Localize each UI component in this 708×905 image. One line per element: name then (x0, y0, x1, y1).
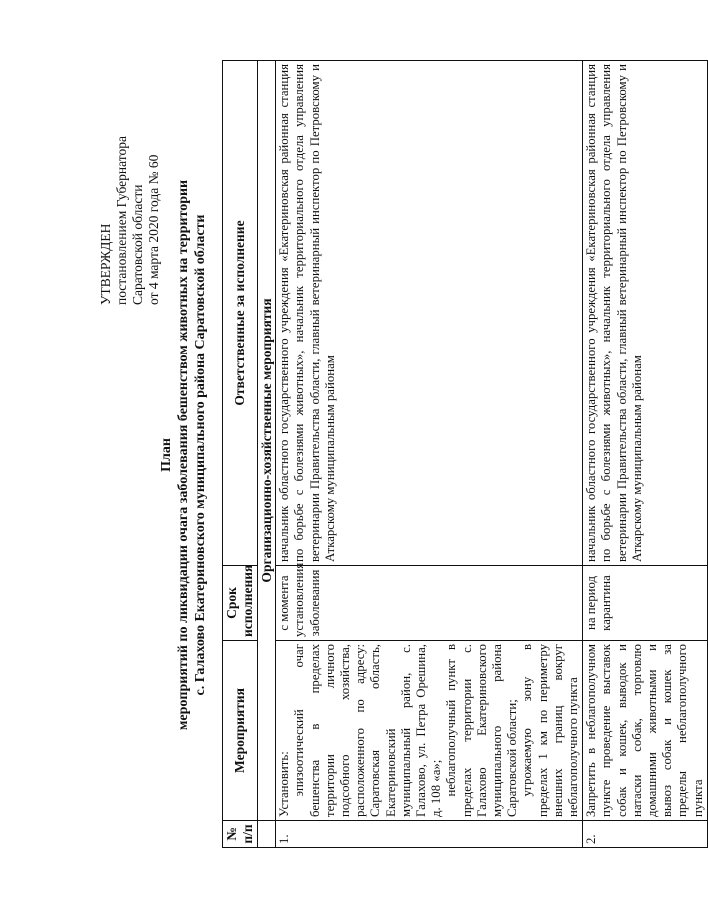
row-number: 2. (583, 821, 708, 848)
activity-paragraph: угрожаемую зону в пределах 1 км по периметру внешних границ вокруг неблагополучного пункта (520, 644, 581, 817)
table-row (276, 61, 583, 848)
row-term: на период карантина (583, 566, 708, 641)
activity-paragraph: неблагополучный пункт в пределах территории с. Галахово Екатериновского муниципального района Саратовской области; (444, 644, 520, 817)
title-plan: План (159, 438, 174, 472)
table-header-row (223, 61, 258, 848)
document-title (158, 75, 209, 835)
header-num: № п/п (223, 821, 258, 848)
approval-line-approved: УТВЕРЖДЕН (98, 223, 113, 305)
approval-stamp (98, 75, 162, 305)
title-location: с. Галахово Екатериновского муниципального района Саратовской области (193, 214, 208, 696)
row-activity (276, 641, 583, 821)
header-term: Срок исполнения (223, 566, 258, 641)
header-responsible: Ответственные за исполнение (223, 61, 258, 566)
row-term: с момента установления заболевания (276, 566, 583, 641)
approval-line-decree: постановлением Губернатора (114, 136, 129, 305)
activity-paragraph: эпизоотический очаг бешенства в пределах территории личного подсобного хозяйства, расположенного по адресу: Саратовская область, Екатериновский муниципальный район, с. Галахово, ул. Петра Орешина, д. 108 «а»; (292, 644, 444, 817)
title-subject: мероприятий по ликвидации очага заболевания бешенством животных на территории (176, 179, 191, 731)
table-row (583, 61, 708, 848)
header-activity: Мероприятия (223, 641, 258, 821)
row-responsible: начальник областного государственного учреждения «Екатериновская районная станция по борьбе с болезнями животных», начальник территориального отдела управления ветеринарии Правительства области, главный ветеринарный инспектор по Петровскому и Аткарскому муниципальным районам (276, 61, 583, 566)
approval-line-region: Саратовской области (130, 184, 145, 305)
section-title: Организационно-хозяйственные мероприятия (258, 61, 276, 821)
row-number: 1. (276, 821, 583, 848)
plan-table (222, 60, 708, 848)
row-responsible: начальник областного государственного учреждения «Екатериновская районная станция по борьбе с болезнями животных», начальник территориального отдела управления ветеринарии Правительства области, главный ветеринарный инспектор по Петровскому и Аткарскому муниципальным районам (583, 61, 708, 566)
activity-intro: Установить: (277, 751, 292, 817)
row-activity: Запретить в неблагополучном пункте проведение выставок собак и кошек, выводок и натаски собак, торговлю домашними животными и вывоз собак и кошек за пределы неблагополучного пункта (583, 641, 708, 821)
approval-line-date: от 4 марта 2020 года № 60 (146, 154, 161, 305)
section-row (258, 61, 276, 848)
